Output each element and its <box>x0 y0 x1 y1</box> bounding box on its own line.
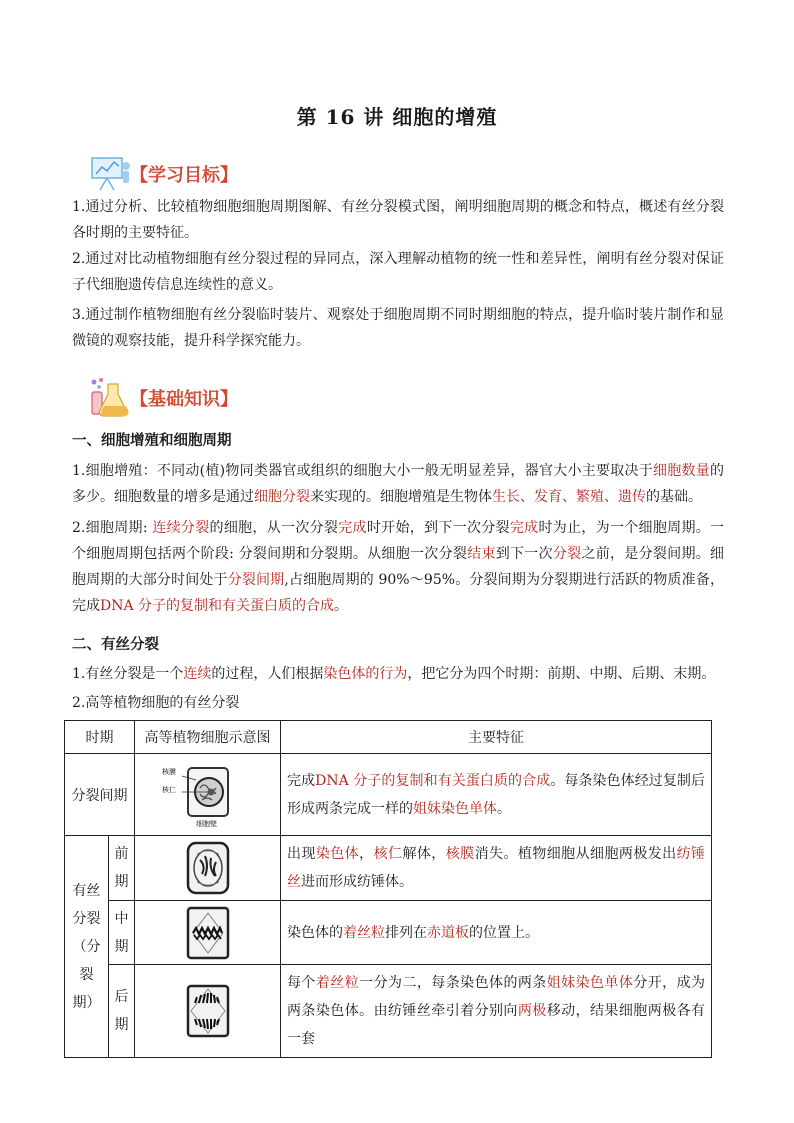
interphase-cell-diagram <box>158 762 258 828</box>
prophase-cell-diagram <box>185 840 231 896</box>
metaphase-diagram-cell <box>135 901 281 965</box>
table-row-anaphase <box>65 965 712 1058</box>
label-nuclear-membrane: 核膜 <box>161 767 176 776</box>
goal-2: 2.通过对比动植物细胞有丝分裂过程的异同点，深入理解动植物的统一性和差异性，阐明有丝分裂对保证子代细胞遗传信息连续性的意义。 <box>72 251 724 293</box>
prophase-diagram-cell <box>135 836 281 901</box>
mitosis-table <box>64 720 712 1058</box>
flask-icon <box>86 376 134 420</box>
paragraph-cell-proliferation: 1.细胞增殖：不同动(植)物同类器官或组织的细胞大小一般无明显差异，器官大小主要取决于细胞数量的多少。细胞数量的增多是通过细胞分裂来实现的。细胞增殖是生物体生长、发育、繁殖、遗传的基础。 <box>72 463 725 505</box>
basics-label: 【基础知识】 <box>130 389 238 410</box>
label-cell-wall: 细胞壁 <box>195 819 217 828</box>
anaphase-features: 每个着丝粒一分为二，每条染色体的两条姐妹染色单体分开，成为两条染色体。由纺锤丝牵引着分别向两极移动，结果细胞两极各有一套 <box>281 965 712 1058</box>
goal-3: 3.通过制作植物细胞有丝分裂临时装片、观察处于细胞周期不同时期细胞的特点，提升临时装片制作和显微镜的观察技能，提升科学探究能力。 <box>72 307 724 349</box>
metaphase-features: 染色体的着丝粒排列在赤道板的位置上。 <box>281 901 712 965</box>
goals-label: 【学习目标】 <box>130 165 238 186</box>
phase-prophase: 前期 <box>109 836 135 901</box>
section-2-title: 二、有丝分裂 <box>72 637 159 653</box>
paragraph-plant-mitosis: 2.高等植物细胞的有丝分裂 <box>72 695 240 711</box>
anaphase-diagram-cell <box>135 965 281 1058</box>
phase-metaphase: 中期 <box>109 901 135 965</box>
phase-anaphase: 后期 <box>109 965 135 1058</box>
paragraph-mitosis-stages: 1.有丝分裂是一个连续的过程，人们根据染色体的行为，把它分为四个时期：前期、中期、后期、末期。 <box>72 666 716 682</box>
section-1-title: 一、细胞增殖和细胞周期 <box>72 433 232 449</box>
label-nucleolus: 核仁 <box>161 785 176 794</box>
header-diagram: 高等植物细胞示意图 <box>135 721 281 754</box>
header-features: 主要特征 <box>281 721 712 754</box>
basics-heading <box>86 376 238 420</box>
paragraph-cell-cycle: 2.细胞周期: 连续分裂的细胞，从一次分裂完成时开始，到下一次分裂完成时为止，为一个细胞周期。一个细胞周期包括两个阶段: 分裂间期和分裂期。从细胞一次分裂结束到下一次分裂之前，是分裂间期。细胞周期的大部分时间处于分裂间期,占细胞周期的 90%～95%。分裂间期为分裂期进行活跃的物质准备，完成DNA 分子的复制和有关蛋白质的合成。 <box>72 520 725 614</box>
mitosis-label: 有丝分裂（分裂期） <box>65 836 109 1058</box>
interphase-features: 完成DNA 分子的复制和有关蛋白质的合成。每条染色体经过复制后形成两条完成一样的姐妹染色单体。 <box>281 754 712 836</box>
goal-1: 1.通过分析、比较植物细胞细胞周期图解、有丝分裂模式图，阐明细胞周期的概念和特点，概述有丝分裂各时期的主要特征。 <box>72 199 724 241</box>
anaphase-cell-diagram <box>185 983 231 1039</box>
prophase-features: 出现染色体，核仁解体，核膜消失。植物细胞从细胞两极发出纺锤丝进而形成纺锤体。 <box>281 836 712 901</box>
table-row-prophase <box>65 836 712 901</box>
table-header-row <box>65 721 712 754</box>
header-phase: 时期 <box>65 721 135 754</box>
interphase-diagram-cell <box>135 754 281 836</box>
interphase-name: 分裂间期 <box>65 754 135 836</box>
presentation-board-icon <box>86 152 134 196</box>
table-row-interphase <box>65 754 712 836</box>
page-title: 第 16 讲 细胞的增殖 <box>296 105 498 129</box>
metaphase-cell-diagram <box>185 905 231 961</box>
goals-heading <box>86 152 238 196</box>
table-row-metaphase <box>65 901 712 965</box>
